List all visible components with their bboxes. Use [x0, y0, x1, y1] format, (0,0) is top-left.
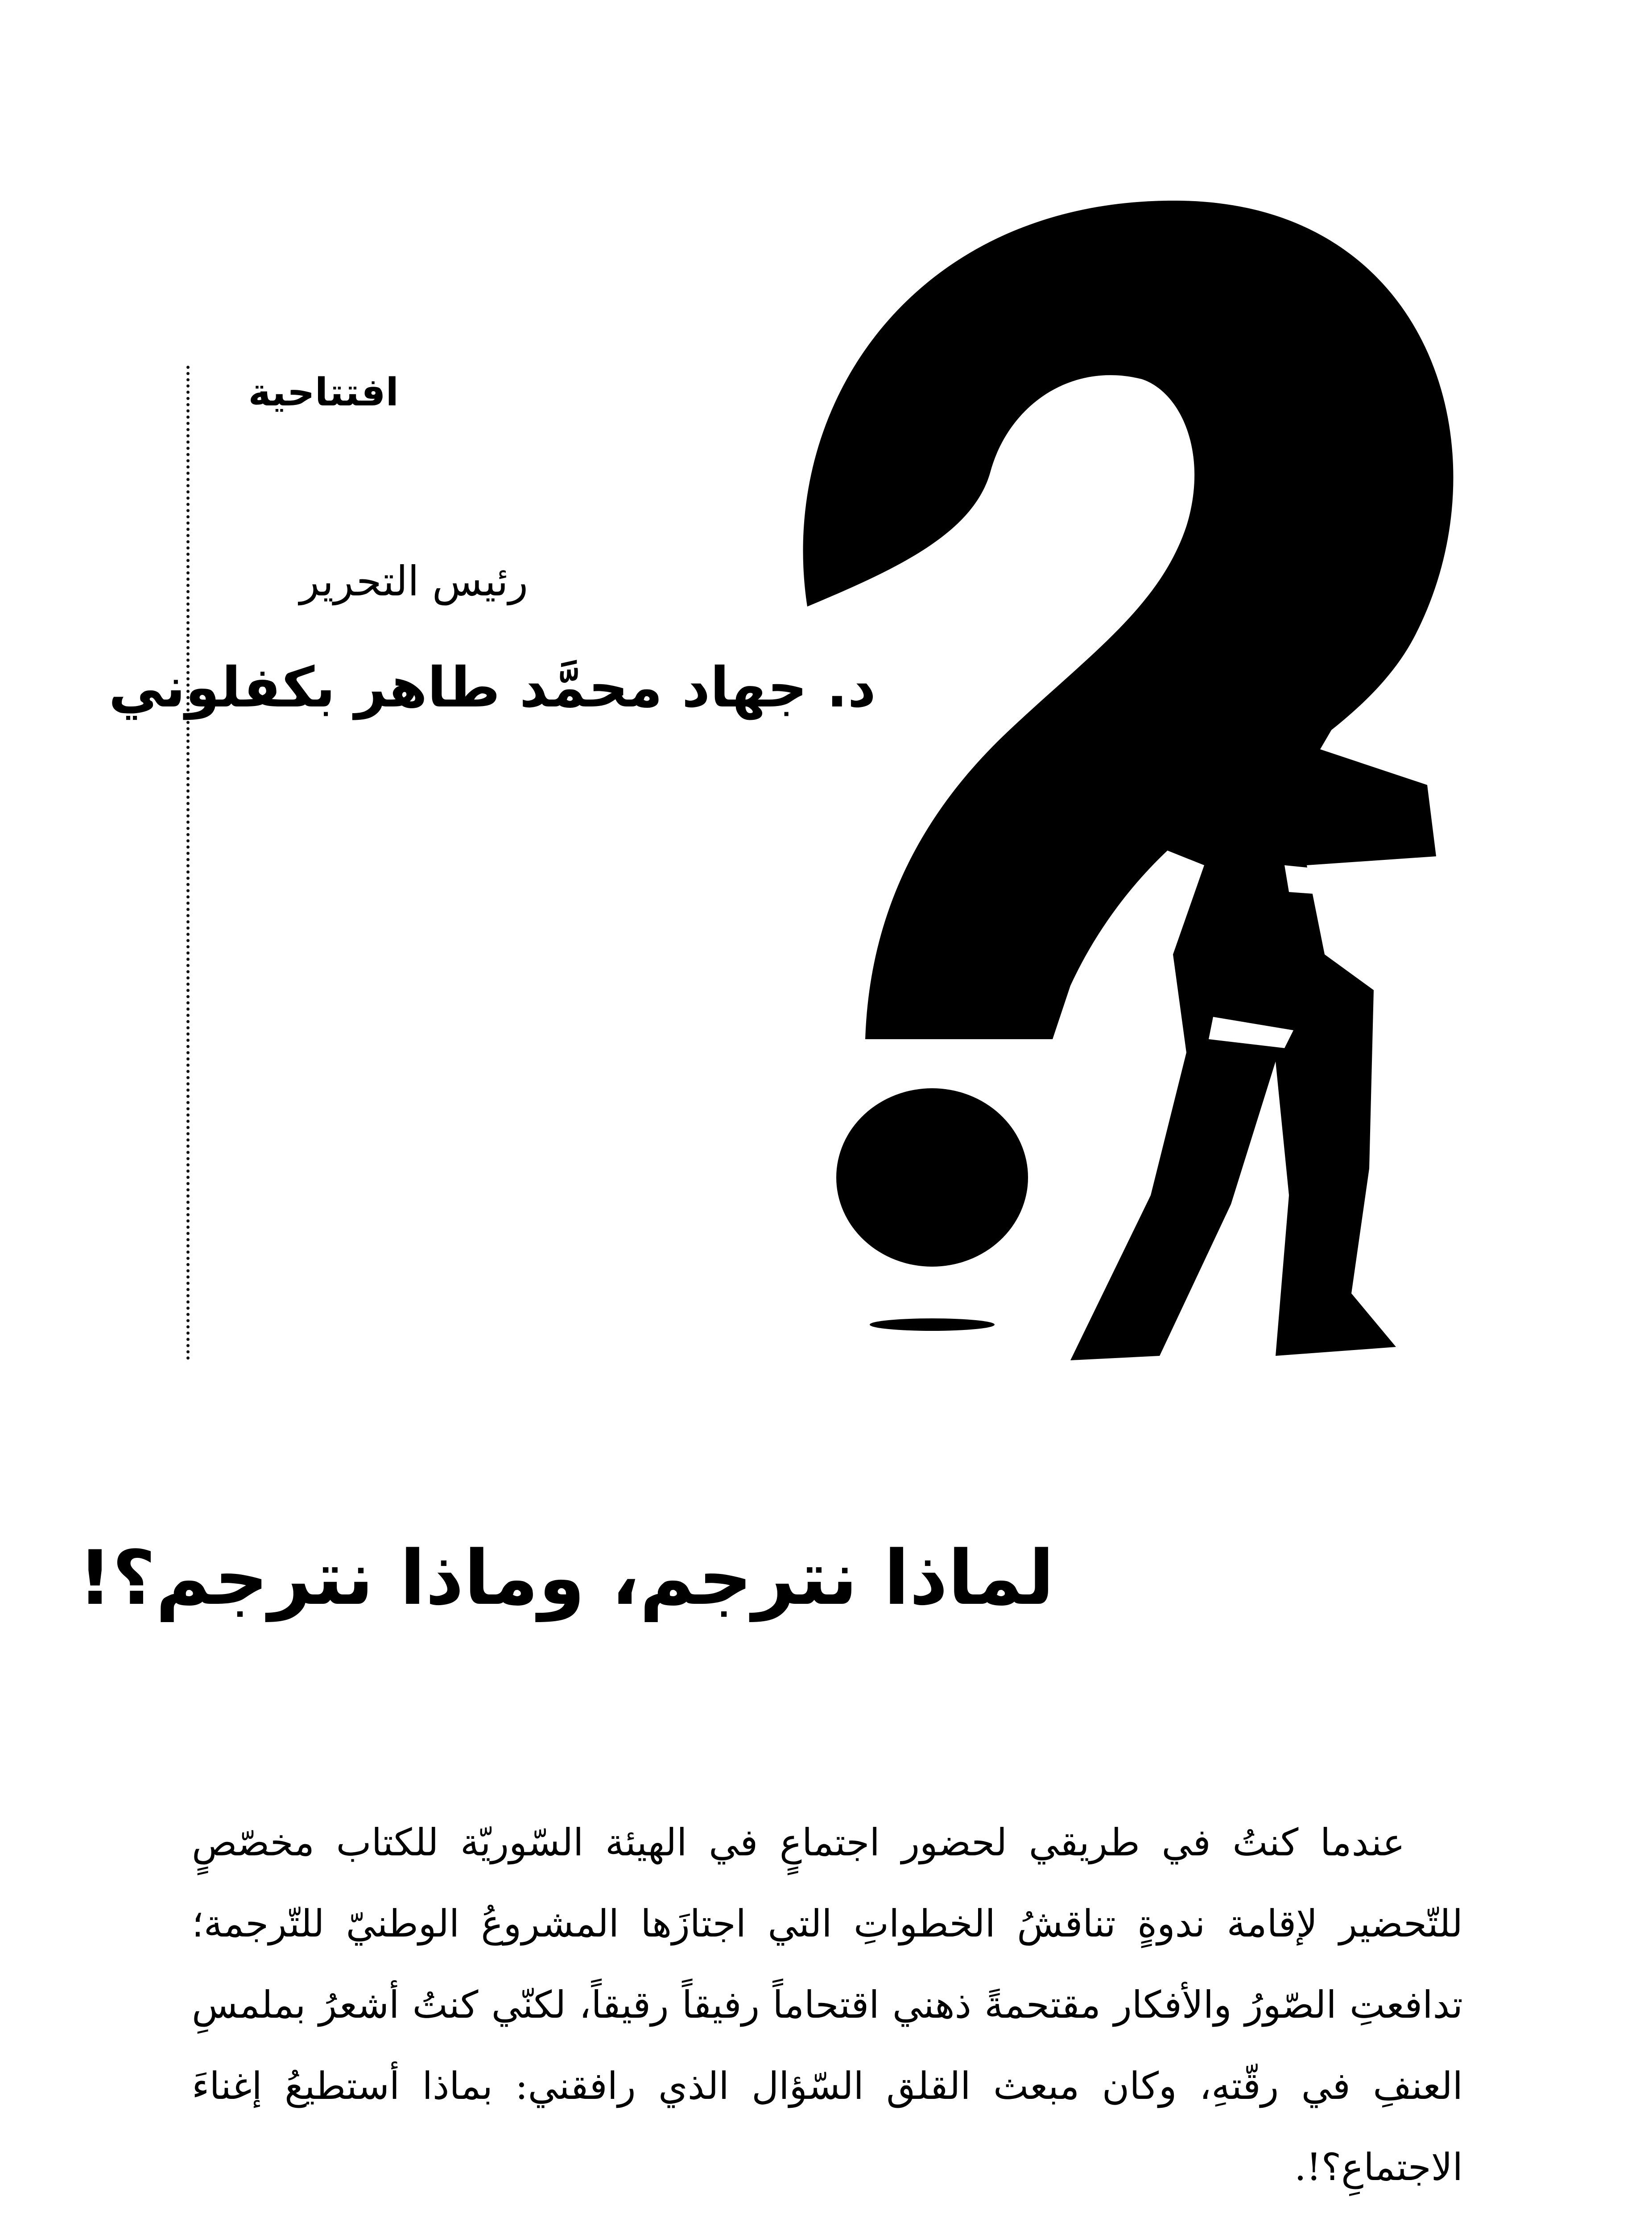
dotted-divider — [186, 366, 190, 1360]
article-body: عندما كنتُ في طريقي لحضور اجتماعٍ في الهيئة السّوريّة للكتاب مخصّصٍ للتّحضير لإقامة ندوةٍ تناقشُ الخطواتِ التي اجتازَها المشروعُ الوطنيّ للتّرجمة؛ تدافعتِ الصّورُ والأفكار مقتحمةً ذهني اقتحاماً رفيقاً رقيقاً، لكنّي كنتُ أشعرُ بملمسِ العنفِ في رقّتهِ، وكان مبعث القلق السّؤال الذي رافقني: بماذا أستطيعُ إغناءَ الاجتماعِ؟!. — [192, 1821, 1463, 2189]
article-title: لماذا نترجم، وماذا نترجم؟! — [78, 1534, 1054, 1622]
question-mark-icon — [758, 169, 1516, 1418]
editor-role: رئيس التحرير — [299, 558, 528, 605]
section-label: افتتاحية — [248, 370, 399, 415]
editor-name: د. جهاد محمَّد طاهر بكفلوني — [108, 656, 876, 720]
